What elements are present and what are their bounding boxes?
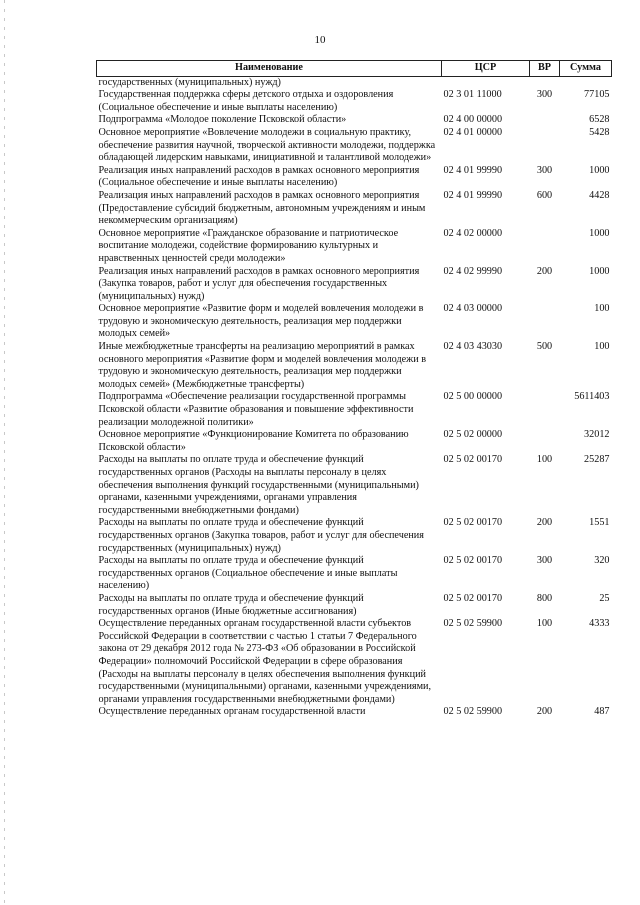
row-csr: 02 4 03 00000: [443, 303, 503, 315]
row-vr: 800: [536, 592, 553, 604]
table-row: [97, 190, 612, 228]
table-header-row: [97, 61, 612, 77]
row-vr: 300: [536, 164, 553, 176]
header-name: Наименование: [97, 61, 442, 77]
row-sum: 25: [599, 592, 610, 604]
table-row: [97, 391, 612, 429]
table-row: [97, 165, 612, 190]
row-csr: 02 4 03 43030: [443, 341, 503, 353]
row-sum: 1551: [589, 517, 610, 529]
table-row: [97, 89, 612, 114]
table-row: [97, 266, 612, 304]
table-row: [97, 454, 612, 517]
row-vr: 300: [536, 555, 553, 567]
table-row: [97, 517, 612, 555]
row-sum: 6528: [589, 114, 610, 126]
row-sum: 100: [594, 341, 610, 353]
row-vr: [530, 127, 560, 165]
table-row: [97, 127, 612, 165]
row-sum: 320: [594, 555, 610, 567]
row-sum: 5428: [589, 126, 610, 138]
row-name: Основное мероприятие «Вовлечение молодежи в социальную практику, обеспечение развития научной, творческой активности молодежи, поддержка обладающей лидерским навыками, инициативной и талантливой молодежи»: [98, 126, 436, 164]
row-sum: 4428: [589, 189, 610, 201]
row-name: Государственная поддержка сферы детского отдыха и оздоровления (Социальное обеспечение и иные выплаты населению): [98, 89, 394, 113]
row-vr: [530, 429, 560, 454]
row-csr: 02 5 02 00170: [443, 517, 503, 529]
row-csr: [442, 76, 530, 89]
row-name: Реализация иных направлений расходов в рамках основного мероприятия (Предоставление субсидий бюджетным, автономным учреждениям и иным некоммерческим организациям): [98, 189, 426, 227]
header-csr: ЦСР: [442, 61, 530, 77]
row-vr: 100: [536, 454, 553, 466]
row-sum: 77105: [584, 89, 610, 101]
row-csr: 02 5 02 59900: [443, 618, 503, 630]
table-row: [97, 706, 612, 719]
table-row: [97, 341, 612, 391]
row-name: Реализация иных направлений расходов в рамках основного мероприятия (Социальное обеспечение и иные выплаты населению): [98, 164, 420, 189]
row-csr: 02 4 01 99990: [443, 189, 503, 201]
row-vr: 500: [536, 341, 553, 353]
table-row: [97, 76, 612, 89]
row-csr: 02 5 00 00000: [443, 391, 503, 403]
row-sum: 100: [594, 303, 610, 315]
table-row: [97, 618, 612, 706]
table-row: [97, 114, 612, 127]
row-vr: 200: [536, 706, 553, 718]
row-sum: 4333: [589, 618, 610, 630]
table-row: [97, 228, 612, 266]
table-row: [97, 555, 612, 593]
row-vr: 100: [536, 618, 553, 630]
header-sum: Сумма: [560, 61, 612, 77]
row-sum: 1000: [589, 227, 610, 239]
row-vr: 200: [536, 517, 553, 529]
row-sum: [560, 76, 612, 89]
row-name: Осуществление переданных органам государственной власти субъектов Российской Федерации в соответствии с частью 1 статьи 7 Федерального закона от 29 декабря 2012 года № 273-ФЗ «Об образовании в Российской Федерации» полномочий Российской Федерации в сфере образования (Расходы на выплаты персоналу в целях обеспечения выполнения функций государственными (муниципальными) органами, казенными учреждениями, органами управления государственными внебюджетными фондами): [98, 618, 432, 705]
row-vr: 300: [536, 89, 553, 101]
row-name: Реализация иных направлений расходов в рамках основного мероприятия (Закупка товаров, работ и услуг для обеспечения государственных (муниципальных) нужд): [98, 265, 420, 302]
row-vr: [530, 76, 560, 89]
row-name: Основное мероприятие «Развитие форм и моделей вовлечения молодежи в трудовую и экономическую деятельность, реализация мер поддержки молодых семей»: [98, 303, 424, 340]
row-sum: 32012: [584, 429, 610, 441]
table-row: [97, 429, 612, 454]
row-csr: 02 4 00 00000: [443, 114, 503, 126]
header-vr: ВР: [530, 61, 560, 77]
row-sum: 25287: [584, 454, 610, 466]
row-vr: 600: [536, 189, 553, 201]
budget-table: [96, 60, 612, 719]
page-number: 10: [314, 34, 326, 46]
row-name: Основное мероприятие «Гражданское образование и патриотическое воспитание молодежи, содействие формированию культурных и нравственных ценностей среди молодежи»: [98, 227, 399, 264]
scan-edge: [4, 0, 5, 905]
row-sum: 5611403: [574, 391, 610, 403]
row-name: Осуществление переданных органам государственной власти: [98, 706, 366, 718]
row-csr: 02 4 02 99990: [443, 265, 503, 277]
row-name: Подпрограмма «Обеспечение реализации государственной программы Псковской области «Развитие образования и повышение эффективности реализации молодежной политики»: [98, 391, 414, 428]
row-csr: 02 5 02 00170: [443, 555, 503, 567]
row-name: Подпрограмма «Молодое поколение Псковской области»: [98, 114, 347, 126]
row-name: государственных (муниципальных) нужд): [98, 76, 281, 88]
row-name: Расходы на выплаты по оплате труда и обеспечение функций государственных органов (Расходы на выплаты персоналу в целях обеспечения выполнения функций государственными (муниципальными) органами, казенными учреждениями, органами управления государственными внебюджетными фондами): [98, 454, 419, 516]
row-csr: 02 4 01 00000: [443, 126, 503, 138]
row-name: Основное мероприятие «Функционирование Комитета по образованию Псковской области»: [98, 429, 409, 453]
table-row: [97, 593, 612, 618]
row-vr: [530, 114, 560, 127]
row-name: Иные межбюджетные трансферты на реализацию мероприятий в рамках основного мероприятия «Развитие форм и моделей вовлечения молодежи в трудовую и экономическую деятельность, реализация мер поддержки молодых семей» (Межбюджетные трансферты): [98, 341, 427, 390]
row-sum: 1000: [589, 164, 610, 176]
row-name: Расходы на выплаты по оплате труда и обеспечение функций государственных органов (Социальное обеспечение и иные выплаты населению): [98, 555, 398, 592]
row-csr: 02 5 02 59900: [443, 706, 503, 718]
row-name: Расходы на выплаты по оплате труда и обеспечение функций государственных органов (Закупка товаров, работ и услуг для обеспечения государственных (муниципальных) нужд): [98, 517, 424, 554]
row-sum: 487: [594, 706, 610, 718]
row-csr: 02 5 02 00000: [443, 429, 503, 441]
row-csr: 02 4 01 99990: [443, 164, 503, 176]
table-row: [97, 303, 612, 341]
row-vr: 200: [536, 265, 553, 277]
row-vr: [530, 303, 560, 341]
row-vr: [530, 391, 560, 429]
row-sum: 1000: [589, 265, 610, 277]
row-name: Расходы на выплаты по оплате труда и обеспечение функций государственных органов (Иные бюджетные ассигнования): [98, 592, 364, 617]
row-csr: 02 3 01 11000: [443, 89, 502, 101]
row-vr: [530, 228, 560, 266]
row-csr: 02 5 02 00170: [443, 454, 503, 466]
row-csr: 02 4 02 00000: [443, 227, 503, 239]
table-body: [97, 76, 612, 719]
row-csr: 02 5 02 00170: [443, 592, 503, 604]
